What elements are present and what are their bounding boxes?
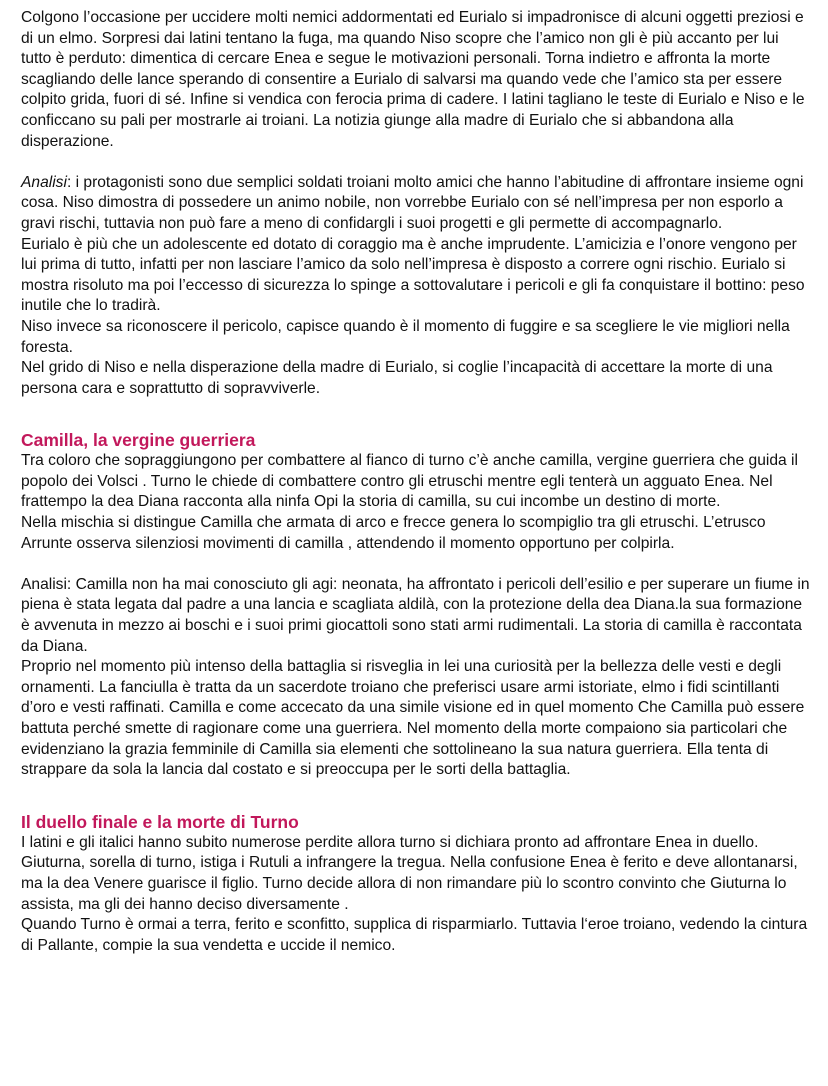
camilla-paragraph-1: Tra coloro che sopraggiungono per combattere al fianco di turno c’è anche camilla, vergine guerriera che guida il popolo dei Volsci . Turno le chiede di combattere contro gli etruschi mentre egli tenterà un agguato Enea. Nel frattempo la dea Diana racconta alla ninfa Opi la storia di camilla, su cui incombe un destino di morte. xyxy=(21,452,798,511)
analysis-paragraph xyxy=(21,173,813,235)
camilla-analysis-paragraph-2: Proprio nel momento più intenso della battaglia si risveglia in lei una curiosità per la bellezza delle vesti e degli ornamenti. La fanciulla è tratta da un sacerdote troiano che preferisci usare armi istoriate, elmo i fidi scintillanti d’oro e vesti raffinati. Camilla e come accecato da una simile visione ed in quel momento Che Camilla può essere battuta perché smette di ragionare come una guerriera. Nel momento della morte compaiono sia particolari che evidenziano la grazia femminile di Camilla sia elementi che sottolineano la sua natura guerriera. Ella tenta di strappare da sola la lancia dal costato e si preoccupa per le sorti della battaglia. xyxy=(21,658,805,779)
document-page xyxy=(21,8,813,956)
analysis-niso-paragraph: Niso invece sa riconoscere il pericolo, capisce quando è il momento di fuggire e sa scegliere le vie migliori nella foresta. xyxy=(21,317,790,356)
section-spacer xyxy=(21,781,813,811)
turno-paragraph-2: Quando Turno è ormai a terra, ferito e sconfitto, supplica di risparmiarlo. Tuttavia l‘eroe troiano, vedendo la cintura di Pallante, compie la sua vendetta e uccide il nemico. xyxy=(21,916,808,954)
analysis-text: : i protagonisti sono due semplici soldati troiani molto amici che hanno l’abitudine di affrontare insieme ogni cosa. Niso dimostra di possedere un animo nobile, non vorrebbe Eurialo con sé nell’impresa per non esporlo a gravi rischi, tuttavia non può fare a meno di confidargli i suoi progetti e gli permette di accompagnarlo. xyxy=(21,173,804,232)
camilla-analysis-paragraph-1: Analisi: Camilla non ha mai conosciuto gli agi: neonata, ha affrontato i pericoli dell’esilio e per superare un fiume in piena è stata legata dal padre a una lancia e scagliata aldilà, con la protezione della dea Diana.la sua formazione è avvenuta in mezzo ai boschi e i suoi primi giocattoli sono stati armi rudimentali. La storia di camilla è raccontata da Diana. xyxy=(21,575,810,655)
section-heading-camilla: Camilla, la vergine guerriera xyxy=(21,430,256,451)
section-spacer xyxy=(21,399,813,429)
camilla-paragraph-2: Nella mischia si distingue Camilla che armata di arco e frecce genera lo scompiglio tra gli etruschi. L’etrusco Arrunte osserva silenziosi movimenti di camilla , attendendo il momento opportuno per colpirla. xyxy=(21,514,766,552)
paragraph-spacer xyxy=(21,152,813,173)
analysis-label: Analisi xyxy=(21,173,67,191)
paragraph-spacer xyxy=(21,554,813,575)
turno-paragraph-1: I latini e gli italici hanno subito numerose perdite allora turno si dichiara pronto ad affrontare Enea in duello. Giuturna, sorella di turno, istiga i Rutuli a infrangere la tregua. Nella confusione Enea è ferito e deve allontanarsi, ma la dea Venere guarisce il figlio. Turno decide allora di non rimandare più lo scontro convinto che Giuturna lo assista, ma gli dei hanno deciso diversamente . xyxy=(21,833,798,913)
section-heading-turno: Il duello finale e la morte di Turno xyxy=(21,811,299,832)
intro-paragraph: Colgono l’occasione per uccidere molti nemici addormentati ed Eurialo si impadronisce di alcuni oggetti preziosi e di un elmo. Sorpresi dai latini tentano la fuga, ma quando Niso scopre che l’amico non gli è più accanto per lui tutto è perduto: dimentica di cercare Enea e segue le motivazioni personali. Torna indietro e affronta la morte scagliando delle lance sperando di consentire a Eurialo di salvarsi ma quando vede che l’amico sta per essere colpito grida, fuori di sé. Infine si vendica con ferocia prima di cadere. I latini tagliano le teste di Eurialo e Niso e le conficcano su pali per mostrarle ai troiani. La notizia giunge alla madre di Eurialo che si abbandona alla disperazione. xyxy=(21,9,805,150)
analysis-conclusion-paragraph: Nel grido di Niso e nella disperazione della madre di Eurialo, si coglie l’incapacità di accettare la morte di una persona cara e soprattutto di sopravviverle. xyxy=(21,359,773,397)
analysis-eurialo-paragraph: Eurialo è più che un adolescente ed dotato di coraggio ma è anche imprudente. L’amicizia e l’onore vengono per lui prima di tutto, infatti per non lasciare l’amico da solo nell’impresa è disposto a correre ogni rischio. Eurialo si mostra risoluto ma poi l’eccesso di sicurezza lo spinge a sottovalutare i pericoli e gli fa conquistare il bottino: peso inutile che lo tradirà. xyxy=(21,235,805,315)
